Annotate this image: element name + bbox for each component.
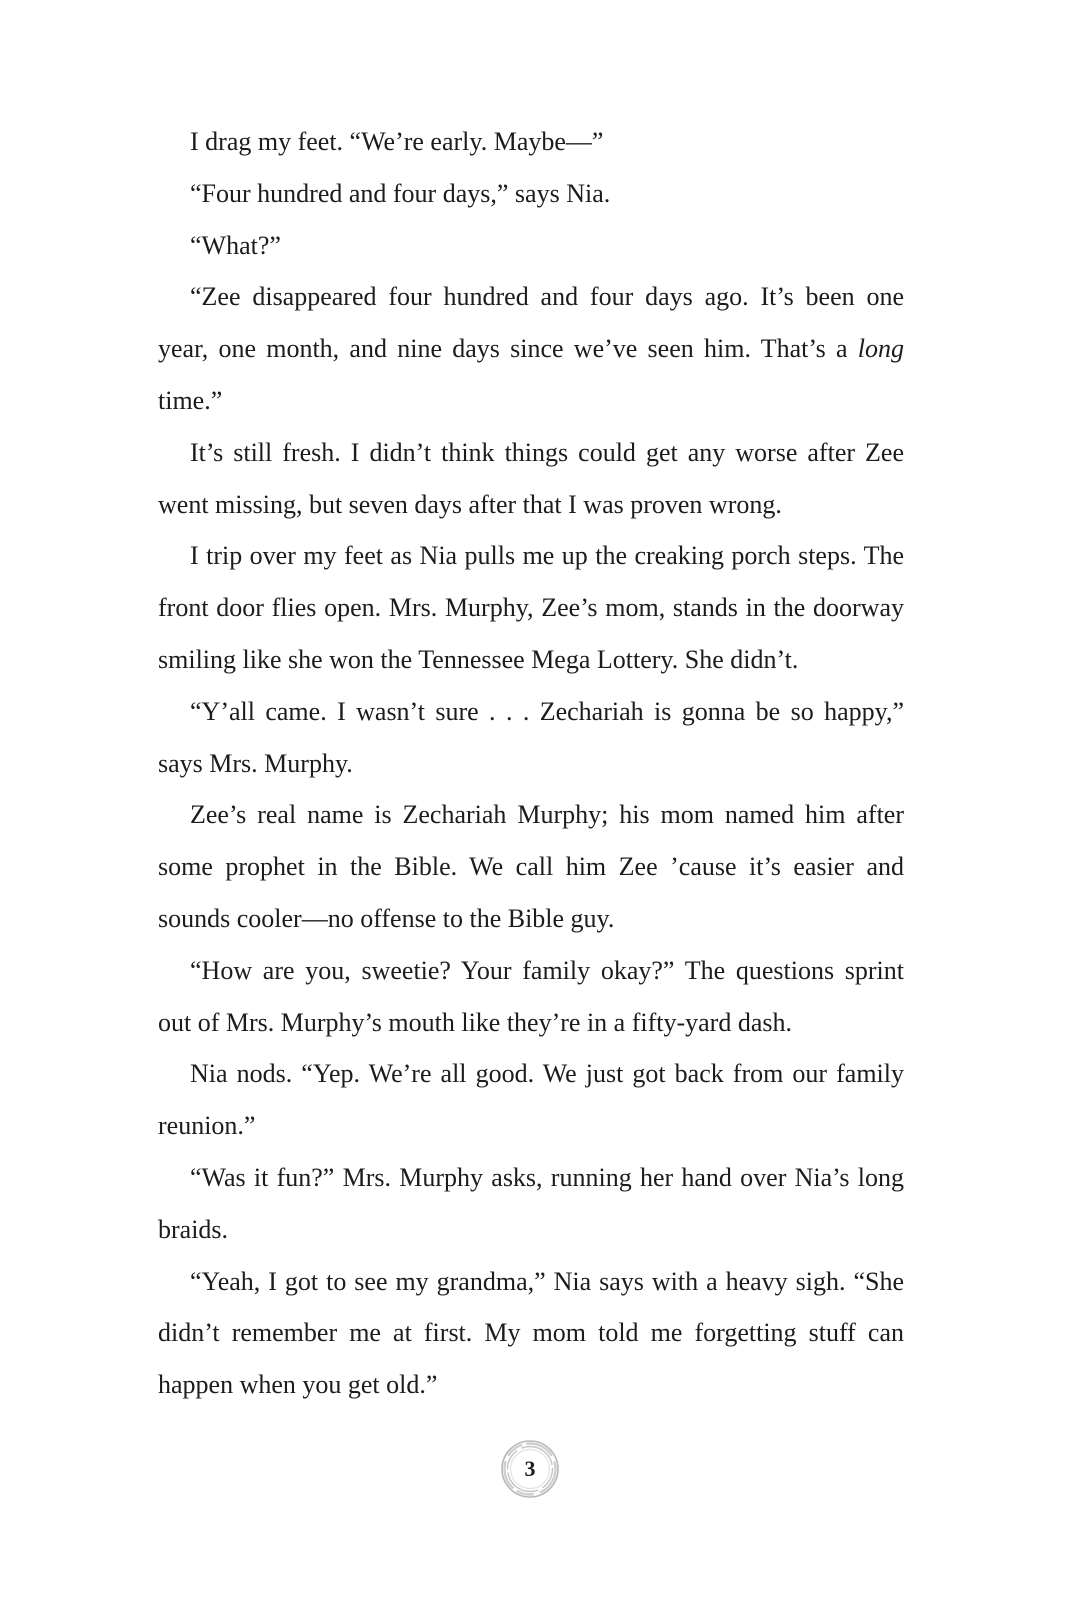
paragraph-8: Zee’s real name is Zechariah Murphy; his mom named him after some prophet in the Bible. We call him Zee ’cause it’s easier and sounds cooler—no offense to the Bible guy. xyxy=(158,800,904,933)
paragraph-9: “How are you, sweetie? Your family okay?” The questions sprint out of Mrs. Murphy’s mouth like they’re in a fifty-yard dash. xyxy=(158,955,904,1037)
page-number-ornament xyxy=(499,1438,561,1500)
paragraph-4: “Zee disappeared four hundred and four days ago. It’s been one year, one month, and nine days since we’ve seen him. That’s a long time.” xyxy=(158,282,904,415)
page-body xyxy=(158,116,904,1411)
page-number: 3 xyxy=(524,1456,536,1481)
paragraph-11: “Was it fun?” Mrs. Murphy asks, running her hand over Nia’s long braids. xyxy=(158,1162,904,1244)
paragraph-10: Nia nods. “Yep. We’re all good. We just got back from our family reunion.” xyxy=(158,1059,904,1141)
paragraph-6: I trip over my feet as Nia pulls me up the creaking porch steps. The front door flies open. Mrs. Murphy, Zee’s mom, stands in the doorway smiling like she won the Tennessee Mega Lottery. She didn’t. xyxy=(158,541,904,674)
paragraph-12: “Yeah, I got to see my grandma,” Nia says with a heavy sigh. “She didn’t remember me at first. My mom told me forgetting stuff can happen when you get old.” xyxy=(158,1266,904,1400)
paragraph-5: It’s still fresh. I didn’t think things could get any worse after Zee went missing, but seven days after that I was proven wrong. xyxy=(158,437,904,519)
paragraph-2: “Four hundred and four days,” says Nia. xyxy=(190,178,611,208)
paragraph-7: “Y’all came. I wasn’t sure . . . Zechariah is gonna be so happy,” says Mrs. Murphy. xyxy=(158,696,904,778)
emphasis-long: long xyxy=(857,334,904,364)
paragraph-1: I drag my feet. “We’re early. Maybe—” xyxy=(190,127,604,156)
paragraph-3: “What?” xyxy=(190,230,281,260)
